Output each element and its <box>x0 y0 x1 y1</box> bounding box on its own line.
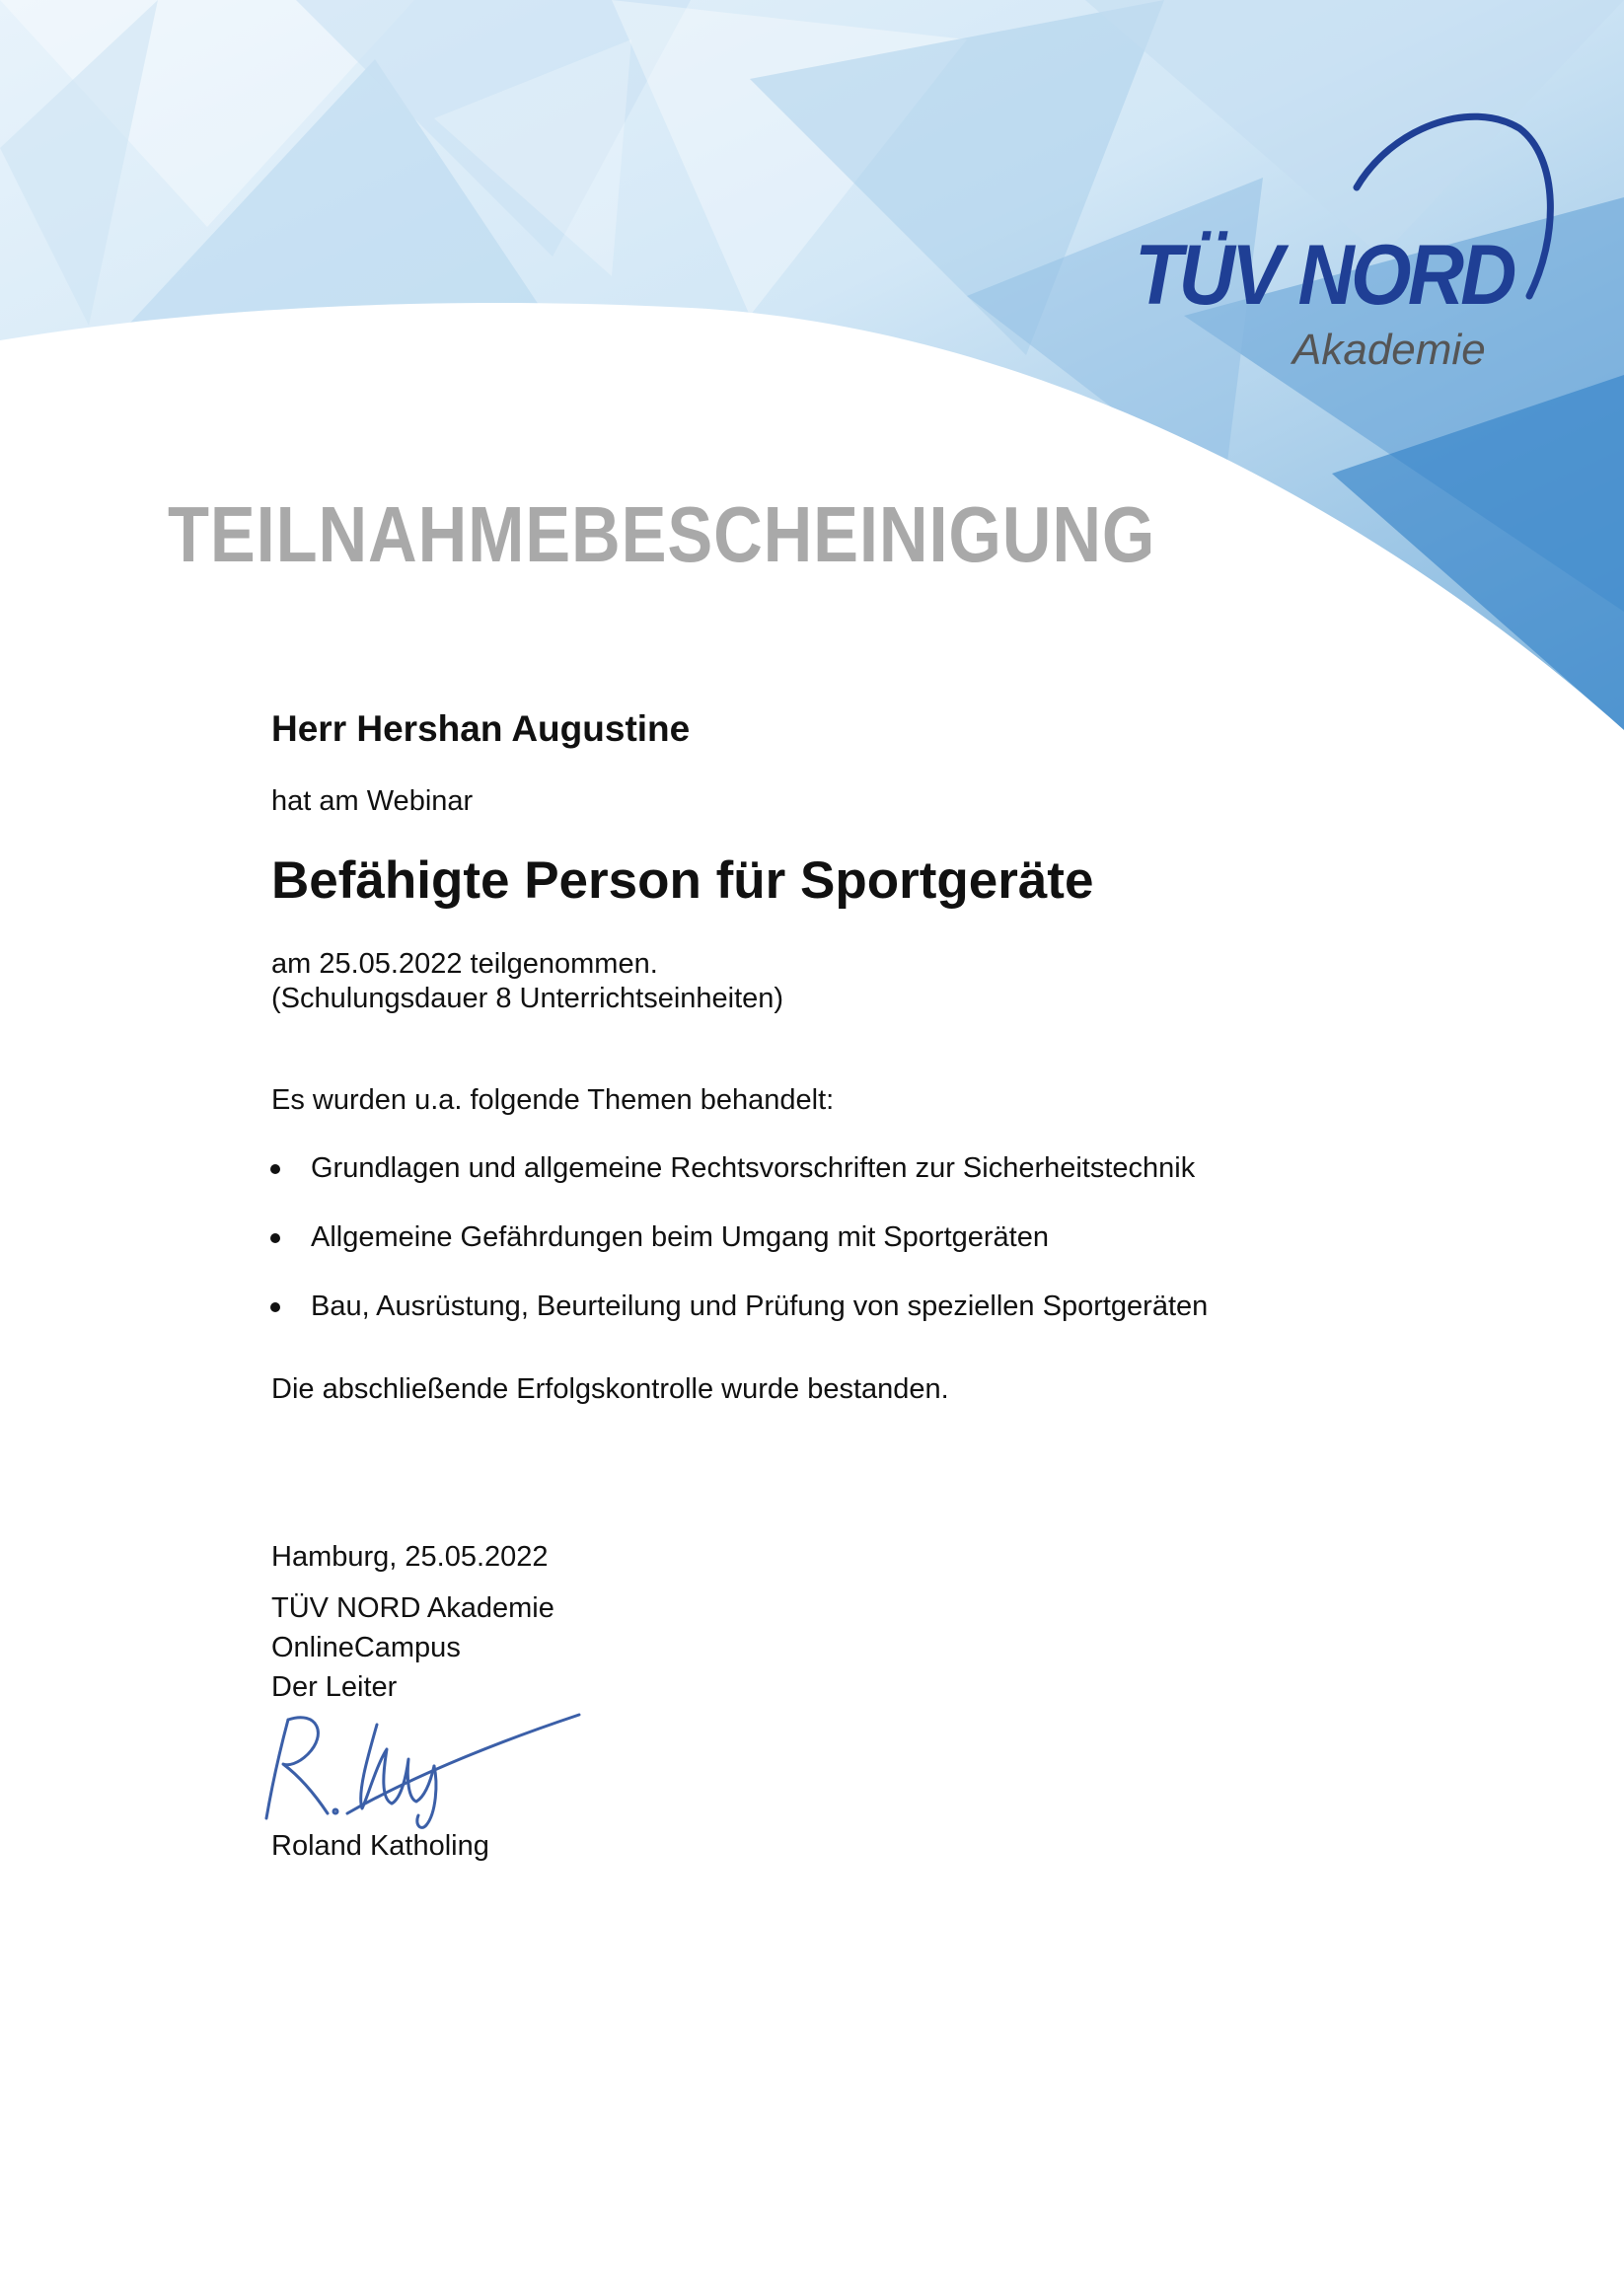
bullet-dot <box>270 1302 280 1312</box>
bullet-dot <box>270 1233 280 1243</box>
logo-brand-text: TÜV NORD <box>1135 228 1513 323</box>
result-statement: Die abschließende Erfolgskontrolle wurde bestanden. <box>271 1373 949 1405</box>
place-date: Hamburg, 25.05.2022 <box>271 1541 549 1573</box>
tuv-nord-logo <box>1095 99 1569 395</box>
handwritten-signature <box>258 1705 584 1833</box>
organization-name: TÜV NORD Akademie <box>271 1592 554 1624</box>
document-title: TEILNAHMEBESCHEINIGUNG <box>168 490 1156 578</box>
course-duration: (Schulungsdauer 8 Unterrichtseinheiten) <box>271 983 784 1014</box>
logo-subtitle: Akademie <box>1292 326 1486 374</box>
topic-item <box>266 1290 1208 1360</box>
topic-text: Grundlagen und allgemeine Rechtsvorschriften zur Sicherheitstechnik <box>311 1152 1196 1184</box>
topic-text: Bau, Ausrüstung, Beurteilung und Prüfung von speziellen Sportgeräten <box>311 1290 1209 1322</box>
topic-text: Allgemeine Gefährdungen beim Umgang mit Sportgeräten <box>311 1221 1049 1253</box>
recipient-name: Herr Hershan Augustine <box>271 708 691 749</box>
topics-intro: Es wurden u.a. folgende Themen behandelt: <box>271 1084 835 1116</box>
course-date-line: am 25.05.2022 teilgenommen. <box>271 948 658 980</box>
topic-item <box>266 1221 1208 1290</box>
topics-list <box>266 1152 1208 1360</box>
topic-item <box>266 1152 1208 1221</box>
signer-role: Der Leiter <box>271 1671 398 1703</box>
recipient-intro: hat am Webinar <box>271 785 474 817</box>
course-title: Befähigte Person für Sportgeräte <box>271 851 1094 910</box>
bullet-dot <box>270 1164 280 1174</box>
organization-unit: OnlineCampus <box>271 1632 461 1663</box>
signer-name: Roland Katholing <box>271 1830 489 1862</box>
